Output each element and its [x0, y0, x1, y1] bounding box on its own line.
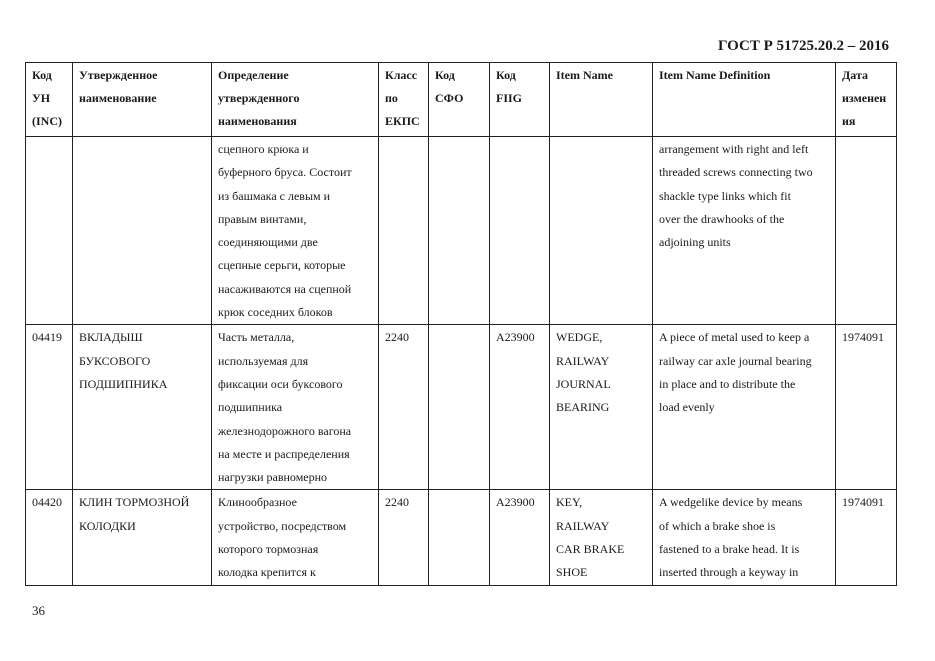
text-line: УН [32, 91, 51, 105]
text-line: FIIG [496, 91, 523, 105]
cell-item-definition [653, 490, 836, 585]
text-line: A wedgelike device by means [659, 495, 803, 510]
cell-inc: 04419 [26, 325, 73, 490]
cell-class: 2240 [379, 325, 429, 490]
cell-approved-name [73, 137, 212, 325]
text-line: фиксации оси буксового [218, 376, 343, 391]
text-line: из башмака с левым и [218, 188, 331, 203]
text-line: Дата [842, 68, 868, 82]
text-line: соединяющими две [218, 235, 318, 250]
text-line: по [385, 91, 398, 105]
cell-approved-name [73, 490, 212, 585]
text-line: KEY, [556, 495, 583, 510]
text-line: которого тормозная [218, 542, 319, 557]
page-number: 36 [32, 603, 45, 618]
text-line: fastened to a brake head. It is [659, 542, 800, 557]
cell-inc [26, 137, 73, 325]
text-line: правым винтами, [218, 211, 307, 226]
text-line: SHOE [556, 565, 588, 580]
text-line: Определение [218, 68, 289, 82]
text-line: Код [435, 68, 455, 82]
text-line: Item Name Definition [659, 68, 771, 82]
cell-sfo [429, 490, 490, 585]
text-line: in place and to distribute the [659, 376, 796, 391]
cell-sfo [429, 137, 490, 325]
text-line: Код [496, 68, 516, 82]
text-line: устройство, посредством [218, 518, 347, 533]
text-line: БУКСОВОГО [79, 353, 151, 368]
col-header-item-name [550, 63, 653, 137]
text-line: load evenly [659, 400, 715, 415]
text-line: shackle type links which fit [659, 188, 791, 203]
table-row [26, 137, 897, 325]
text-line: A piece of metal used to keep a [659, 330, 810, 345]
col-header-sfo [429, 63, 490, 137]
text-line: railway car axle journal bearing [659, 353, 812, 368]
text-line: подшипника [218, 400, 283, 415]
text-line: нагрузки равномерно [218, 470, 328, 485]
cell-fiig: A23900 [490, 325, 550, 490]
cell-definition [212, 490, 379, 585]
text-line: используемая для [218, 353, 309, 368]
cell-date: 1974091 [836, 325, 897, 490]
text-line: железнодорожного вагона [218, 423, 352, 438]
text-line: Часть металла, [218, 330, 295, 345]
standard-number: ГОСТ Р 51725.20.2 – 2016 [717, 38, 889, 54]
text-line: колодка крепится к [218, 565, 316, 580]
cell-fiig: A23900 [490, 490, 550, 585]
text-line: на месте и распределения [218, 446, 350, 461]
text-line: сцепного крюка и [218, 142, 309, 156]
col-header-fiig [490, 63, 550, 137]
cell-fiig [490, 137, 550, 325]
text-line: of which a brake shoe is [659, 518, 776, 533]
text-line: насаживаются на сцепной [218, 281, 352, 296]
text-line: Клинообразное [218, 495, 297, 510]
cell-class: 2240 [379, 490, 429, 585]
cell-sfo [429, 325, 490, 490]
col-header-inc [26, 63, 73, 137]
text-line: КЛИН ТОРМОЗНОЙ [79, 495, 190, 510]
cell-definition [212, 137, 379, 325]
text-line: Item Name [556, 68, 613, 82]
text-line: WEDGE, [556, 330, 603, 345]
col-header-item-definition [653, 63, 836, 137]
text-line: ВКЛАДЫШ [79, 330, 143, 345]
cell-item-name [550, 490, 653, 585]
cell-class [379, 137, 429, 325]
cell-item-definition [653, 137, 836, 325]
cell-item-name [550, 325, 653, 490]
table-row [26, 325, 897, 490]
table-header-row [26, 63, 897, 137]
text-line: RAILWAY [556, 518, 610, 533]
text-line: изменен [842, 91, 887, 105]
text-line: сцепные серьги, которые [218, 258, 346, 273]
text-line: BEARING [556, 400, 610, 415]
cell-approved-name [73, 325, 212, 490]
text-line: threaded screws connecting two [659, 165, 813, 180]
text-line: КОЛОДКИ [79, 518, 136, 533]
text-line: буферного бруса. Состоит [218, 165, 352, 180]
text-line: наименования [218, 114, 297, 128]
text-line: Утвержденное [79, 68, 158, 82]
text-line: ия [842, 114, 856, 128]
cell-inc: 04420 [26, 490, 73, 585]
text-line: утвержденного [218, 91, 300, 105]
text-line: RAILWAY [556, 353, 610, 368]
cell-item-name [550, 137, 653, 325]
cell-item-definition [653, 325, 836, 490]
text-line: adjoining units [659, 235, 731, 250]
text-line: over the drawhooks of the [659, 211, 785, 226]
text-line: ПОДШИПНИКА [79, 376, 168, 391]
text-line: CAR BRAKE [556, 542, 625, 557]
text-line: ЕКПС [385, 114, 420, 128]
col-header-definition [212, 63, 379, 137]
text-line: JOURNAL [556, 376, 611, 391]
text-line: крюк соседних блоков [218, 305, 333, 320]
text-line: Класс [385, 68, 418, 82]
table-row [26, 490, 897, 585]
col-header-date [836, 63, 897, 137]
cell-date [836, 137, 897, 325]
cell-definition [212, 325, 379, 490]
text-line: наименование [79, 91, 157, 105]
text-line: inserted through a keyway in [659, 565, 799, 580]
text-line: (INC) [32, 114, 62, 128]
text-line: Код [32, 68, 52, 82]
cell-date: 1974091 [836, 490, 897, 585]
catalog-table [25, 62, 897, 586]
col-header-approved-name [73, 63, 212, 137]
text-line: arrangement with right and left [659, 142, 809, 156]
text-line: СФО [435, 91, 464, 105]
col-header-class [379, 63, 429, 137]
